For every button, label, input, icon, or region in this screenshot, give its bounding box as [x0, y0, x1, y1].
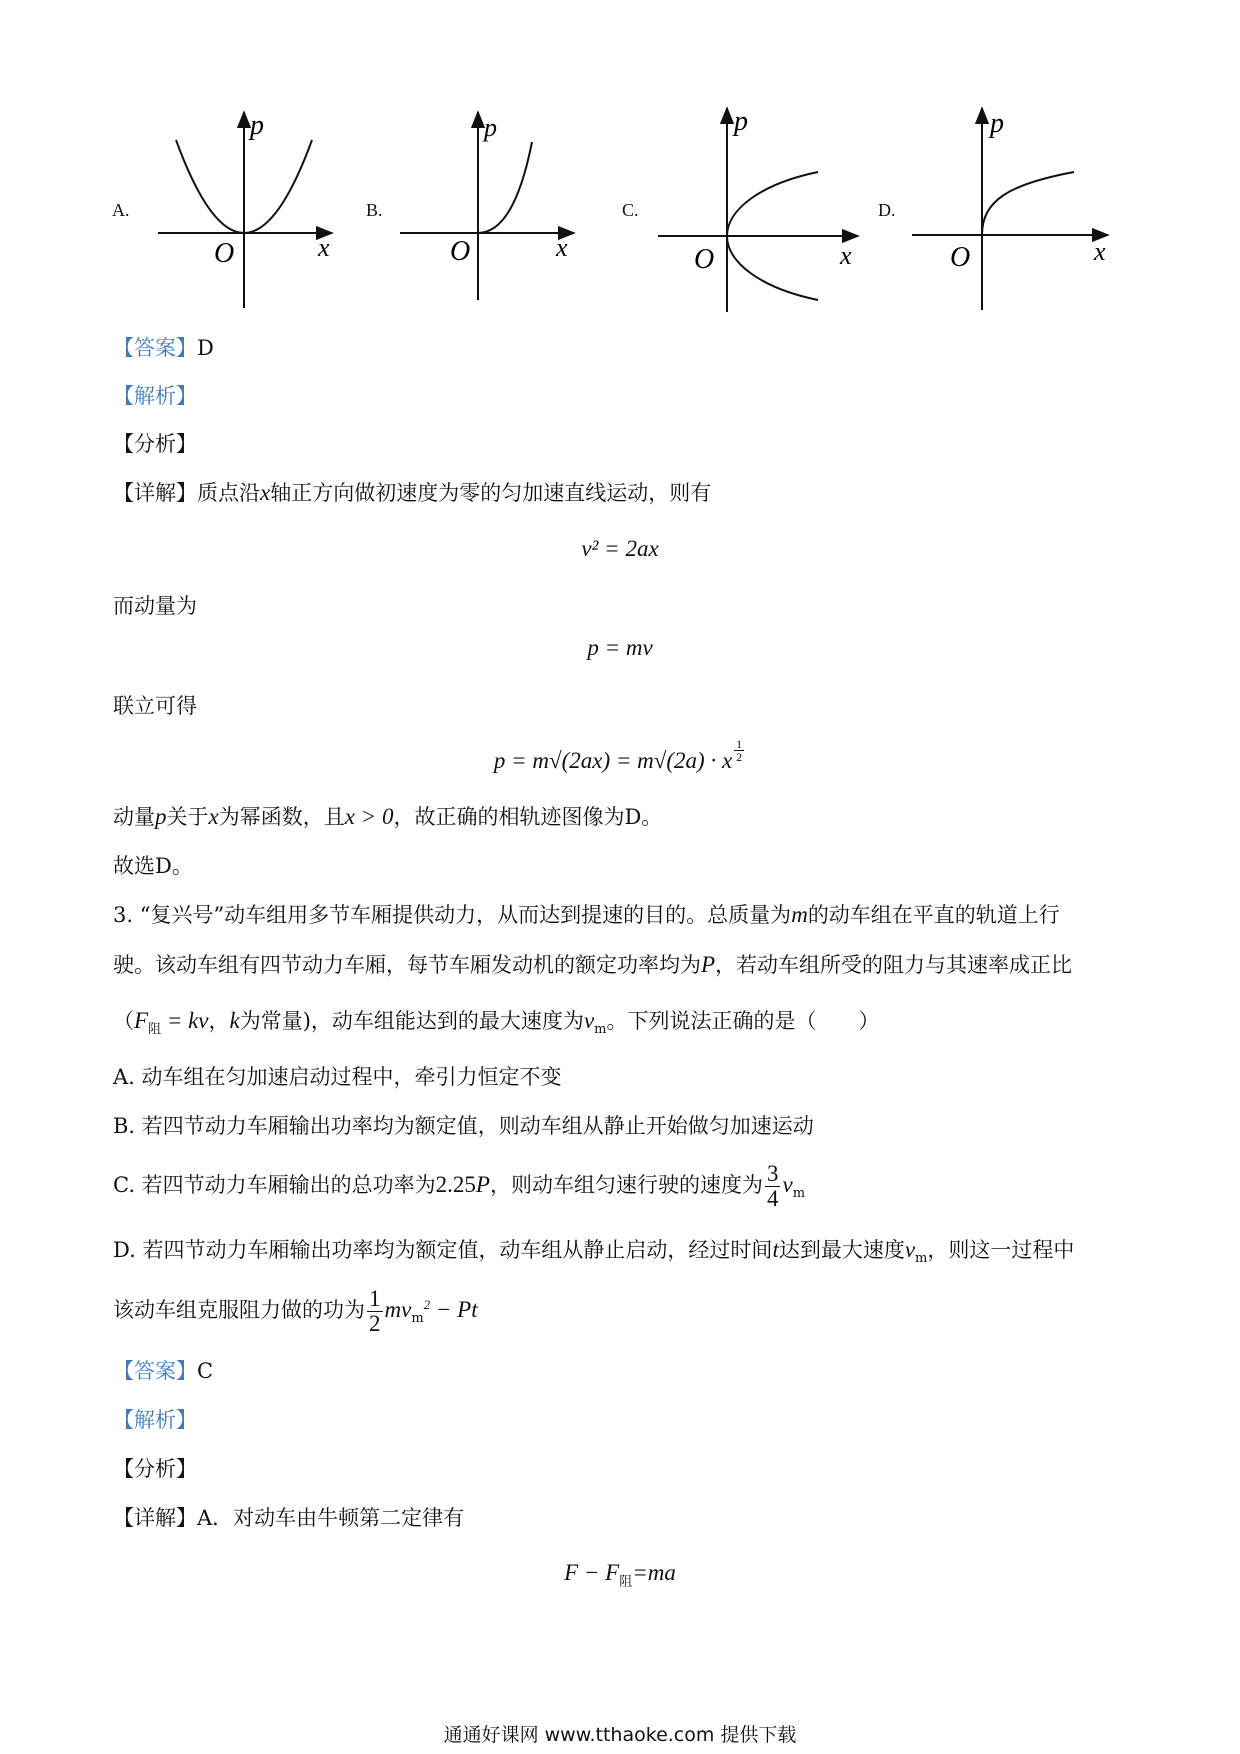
- origin-label-d: O: [950, 242, 971, 273]
- graph-option-a-label: A.: [112, 200, 130, 220]
- curve-b: [478, 142, 532, 233]
- q2-conclusion: 动量p关于x为幂函数，且x > 0，故正确的相轨迹图像为D。: [113, 804, 663, 829]
- curve-d: [982, 172, 1074, 235]
- footer-watermark: 通通好课网 www.tthaoke.com 提供下载: [443, 1724, 797, 1746]
- origin-label-b: O: [450, 236, 471, 267]
- q3-answer-line: 【答案】C: [113, 1359, 214, 1383]
- axis-p-label-b: p: [484, 113, 497, 142]
- fraction-one-half: $\frac{1}{2}$: [369, 1286, 381, 1336]
- equation-newton-second-law: $F - F_阻=ma$: [564, 1560, 676, 1589]
- detail-text-b: 轴正方向做初速度为零的匀加速直线运动，则有: [270, 481, 712, 505]
- fraction-three-quarters: $\frac{3}{4}$: [766, 1161, 779, 1211]
- graph-option-d-label: D.: [878, 200, 896, 220]
- q3-fenxi-tag: 【分析】: [113, 1457, 197, 1481]
- equation-v-squared: v² = 2ax: [581, 536, 659, 561]
- graph-c: [658, 106, 858, 312]
- q3-option-d-line2: 该动车组克服阻力做的功为 $\frac{1}{2}$ $mv_m^2 - Pt$: [113, 1286, 478, 1336]
- fenxi-tag: 【分析】: [113, 432, 197, 456]
- answer-value: D: [197, 336, 214, 360]
- q3-stem-line2: 驶。该动车组有四节动力车厢，每节车厢发动机的额定功率均为P，若动车组所受的阻力与其速率成正比: [113, 952, 1073, 977]
- q2-detail-line: [113, 479, 711, 507]
- graph-option-b-label: B.: [366, 200, 383, 220]
- q3-detail-line: 【详解】A．对动车由牛顿第二定律有: [113, 1506, 465, 1530]
- q3-option-b: B. 若四节动力车厢输出功率均为额定值，则动车组从静止开始做匀加速运动: [113, 1114, 814, 1138]
- detail-text-a: 质点沿: [197, 481, 260, 505]
- graph-a: [158, 110, 332, 308]
- axis-x-label-a: x: [318, 233, 330, 262]
- q2-answer-line: [113, 334, 214, 362]
- axis-p-label-a: p: [250, 110, 264, 141]
- axis-p-label-d: p: [990, 108, 1004, 139]
- combine-text: 联立可得: [113, 694, 197, 718]
- graph-b: [400, 112, 574, 300]
- detail-tag: 【详解】: [113, 481, 197, 505]
- equation-exponent: $\frac{1}{2}$: [736, 737, 743, 764]
- q3-analysis-tag: 【解析】: [113, 1408, 197, 1432]
- graph-d: [912, 108, 1108, 310]
- graph-option-c-label: C.: [622, 200, 639, 220]
- equation-momentum: p = mv: [587, 635, 653, 660]
- equation-combined-main: p = m√(2ax) = m√(2a) · x: [493, 748, 733, 773]
- axis-x-label-b: x: [556, 233, 568, 262]
- origin-label-a: O: [214, 238, 235, 269]
- q2-choose: 故选D。: [113, 854, 193, 878]
- axis-p-label-c: p: [734, 106, 748, 137]
- q3-option-a: A. 动车组在匀加速启动过程中，牵引力恒定不变: [113, 1065, 562, 1089]
- momentum-intro: 而动量为: [113, 594, 197, 618]
- q3-stem-line1: 3. “复兴号”动车组用多节车厢提供动力，从而达到提速的目的。总质量为m的动车组在平直的轨道上行: [113, 902, 1060, 927]
- axis-x-label-c: x: [840, 241, 852, 270]
- equation-combined: [0, 737, 1240, 774]
- q3-option-d-line1: D. 若四节动力车厢输出功率均为额定值，动车组从静止启动，经过时间t达到最大速度$v_m$，则这一过程中: [113, 1237, 1075, 1267]
- analysis-tag: 【解析】: [113, 384, 197, 408]
- origin-label-c: O: [694, 244, 715, 275]
- axis-x-label-d: x: [1094, 237, 1106, 266]
- q3-option-c: C. 若四节动力车厢输出的总功率为2.25P，则动车组匀速行驶的速度为 $\frac{3}{4}$ $v_m$: [113, 1161, 806, 1211]
- q3-stem-line3: （$F_阻$ = kv，k为常量)，动车组能达到的最大速度为$v_m$。下列说法正确的是（ ）: [113, 1008, 880, 1038]
- answer-tag: 【答案】: [113, 336, 197, 360]
- graph-options-figure: [0, 100, 1240, 320]
- detail-var-x: x: [260, 480, 271, 505]
